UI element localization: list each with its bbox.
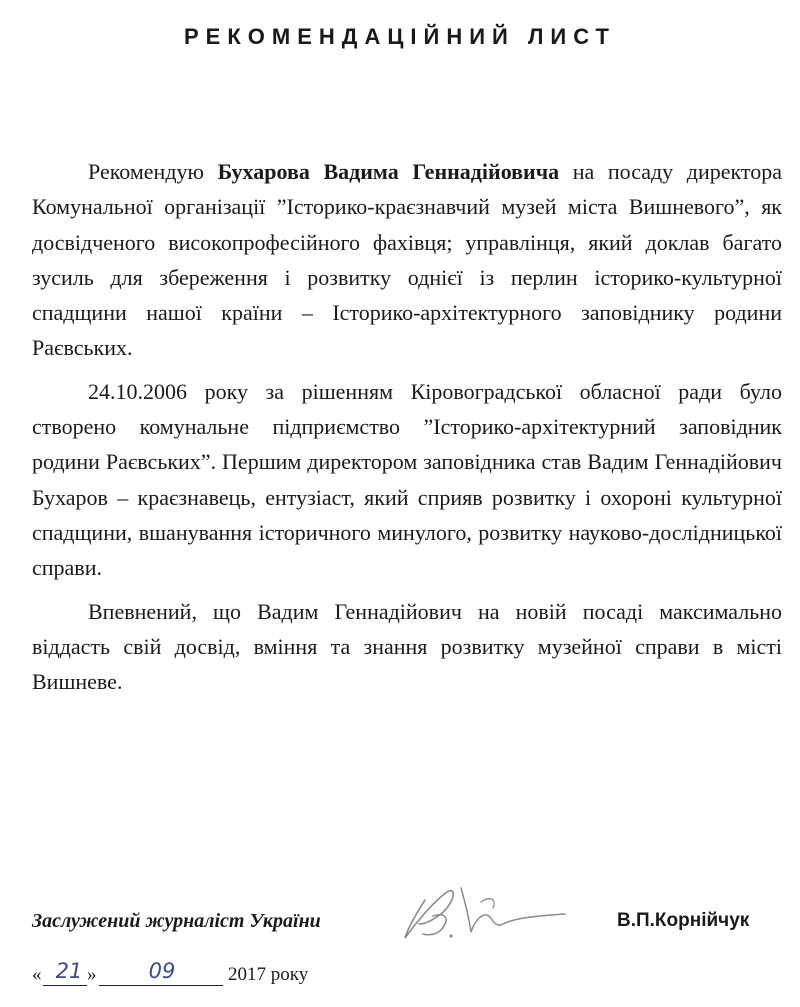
candidate-name: Бухарова Вадима Геннадійовича xyxy=(217,159,560,184)
date-month: 09 xyxy=(148,959,176,983)
signatory-name: В.П.Корнійчук xyxy=(617,910,750,931)
handwritten-signature-icon xyxy=(385,872,585,952)
paragraph-1-lead: Рекомендую xyxy=(88,159,204,184)
date-day: 21 xyxy=(55,959,83,983)
date-line xyxy=(32,958,392,992)
paragraph-3: Впевнений, що Вадим Геннадійович на новій посаді максимально віддасть свій досвід, вміння та знання розвитку музейної справи в місті Вишневе. xyxy=(32,598,782,695)
signatory-role: Заслужений журналіст України xyxy=(32,910,321,932)
paragraph-1-rest: на посаду директора Комунальної організації ”Історико-краєзнавчий музей міста Вишневого”, як досвідченого високопрофесійного фахівця; управлінця, який доклав багато зусиль для збереження і розвитку однієї із перлин історико-культурної спадщини нашої країни – Історико-архітектурного заповіднику родини Раєвських. xyxy=(32,159,783,361)
letter-body xyxy=(32,154,782,707)
date-day-underline xyxy=(43,985,87,986)
date-close-quote: » xyxy=(87,964,97,985)
document-title: РЕКОМЕНДАЦІЙНИЙ ЛИСТ xyxy=(184,24,616,49)
paragraph-2: 24.10.2006 року за рішенням Кіровоградської обласної ради було створено комунальне підприємство ”Історико-архітектурний заповідник родини Раєвських”. Першим директором заповідника став Вадим Геннадійович Бухаров – краєзнавець, ентузіаст, який сприяв розвитку і охороні культурної спадщини, вшанування історичного минулого, розвитку науково-дослідницької справи. xyxy=(32,378,782,581)
paragraph-1 xyxy=(32,154,782,366)
date-open-quote: « xyxy=(32,964,42,985)
date-month-underline xyxy=(99,985,223,986)
date-year: 2017 року xyxy=(228,964,309,985)
